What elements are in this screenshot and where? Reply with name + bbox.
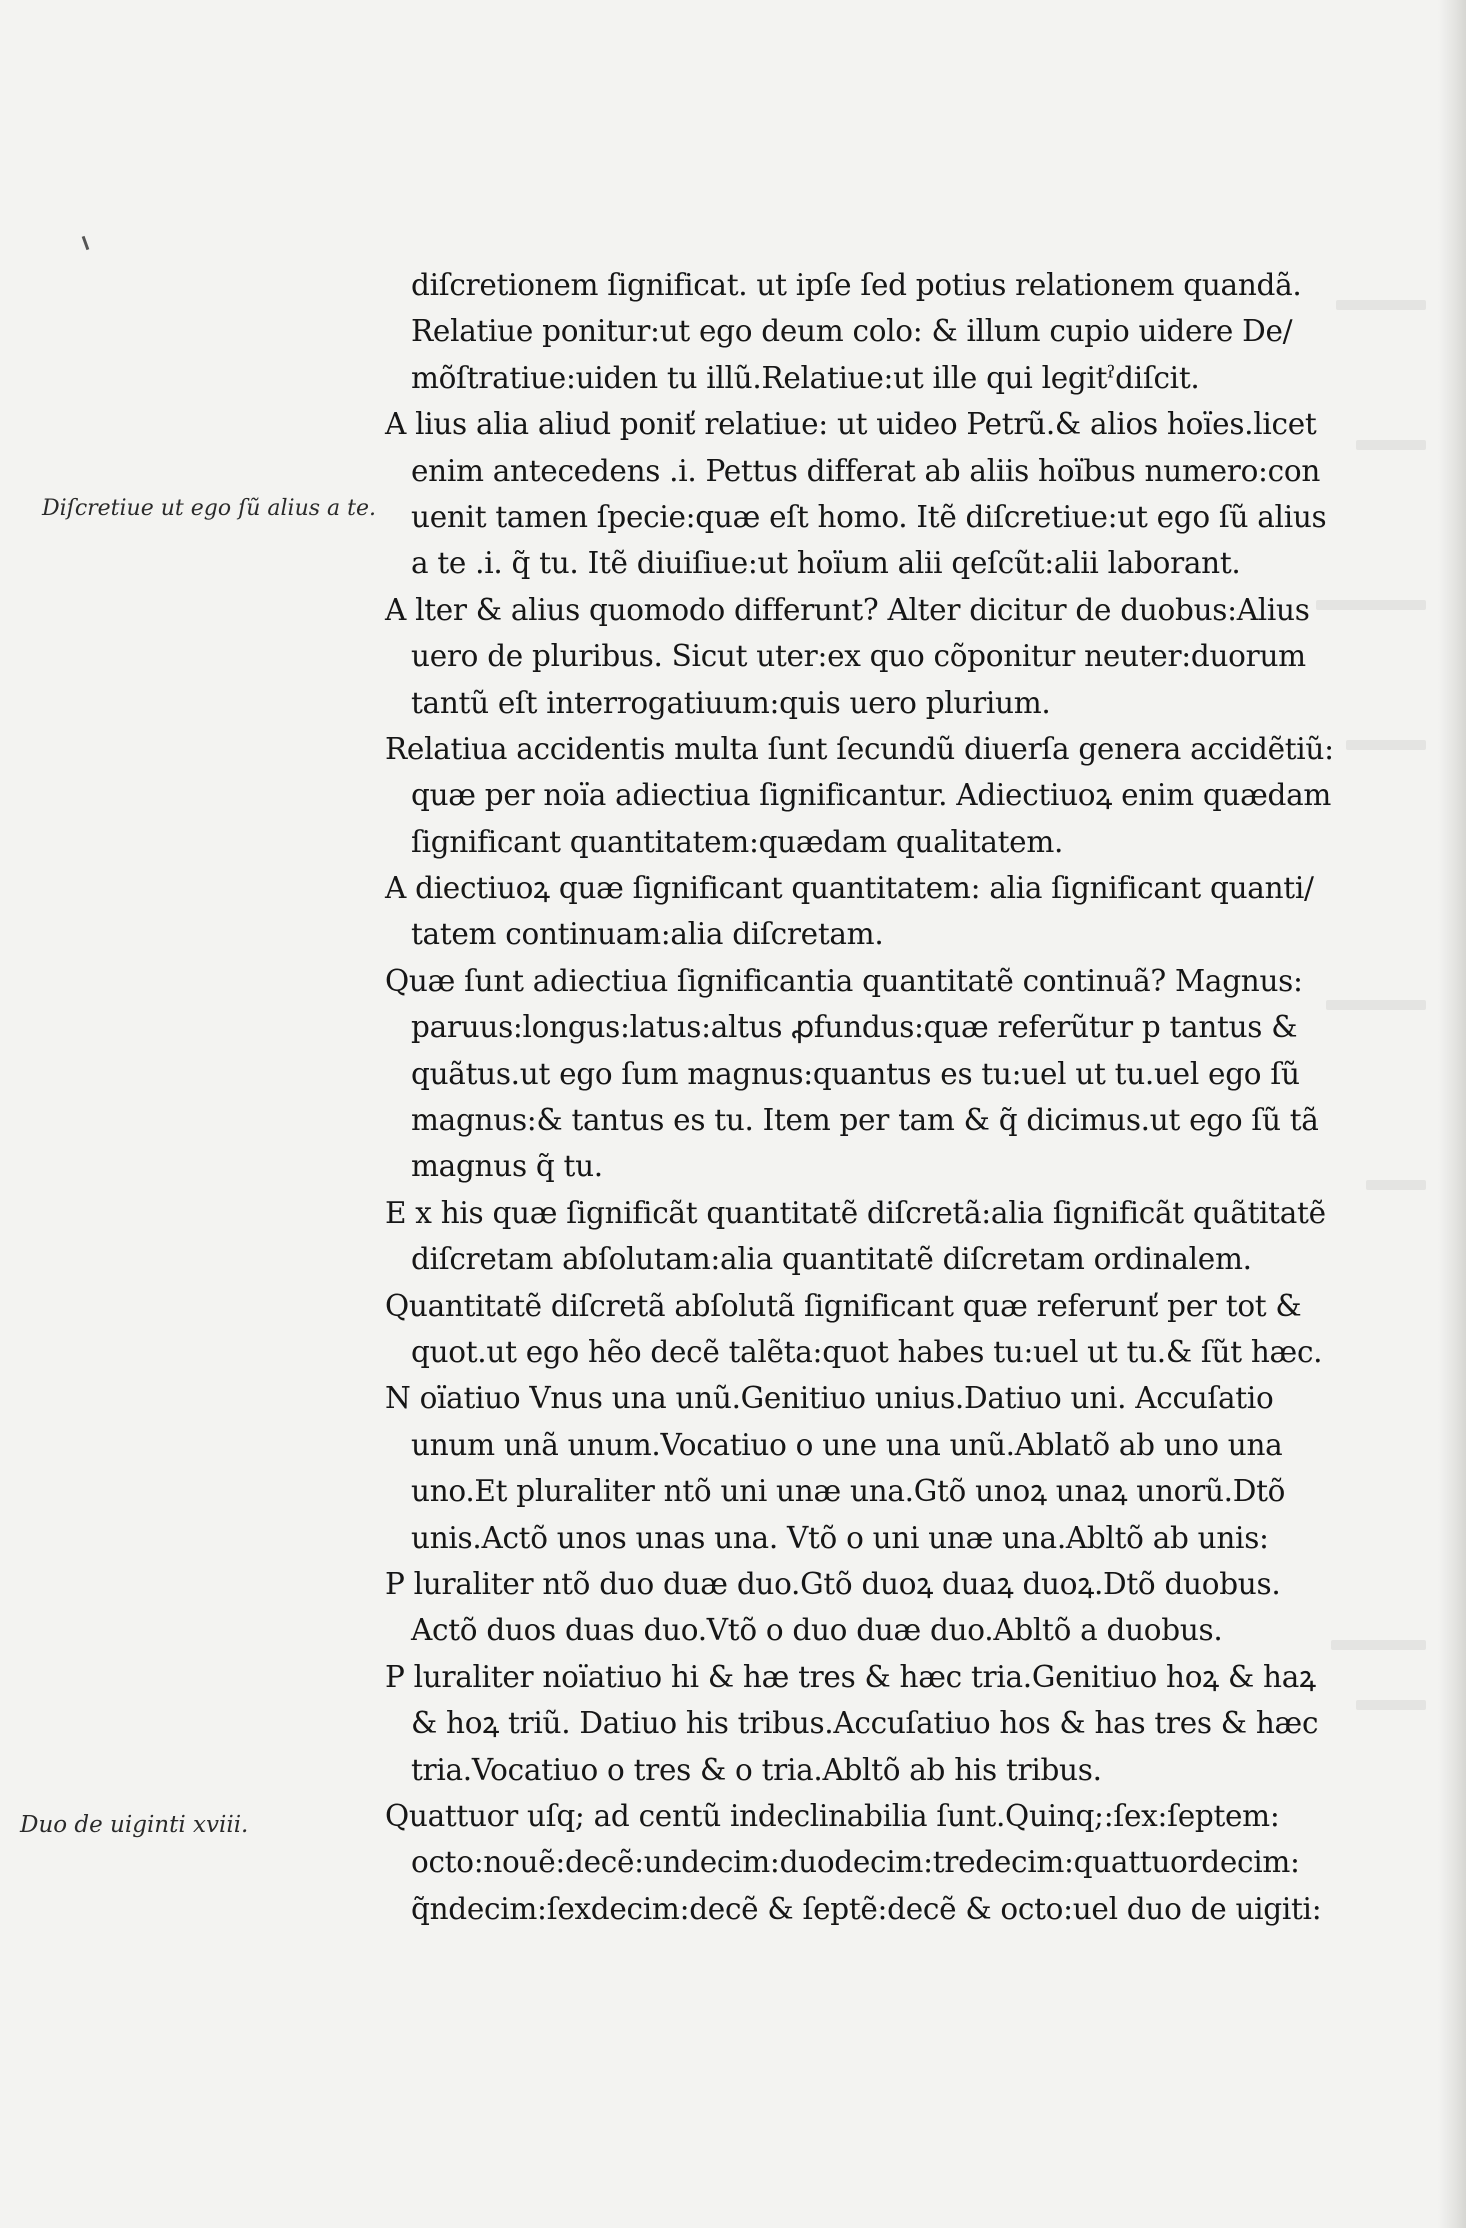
text-line: Quattuor uſq; ad centũ indeclinabilia ſunt.Quinq;:ſex:ſeptem:	[385, 1798, 1280, 1833]
text-line: Actõ duos duas duo.Vtõ o duo duæ duo.Abltõ a duobus.	[411, 1613, 1223, 1648]
text-line: quãtus.ut ego ſum magnus:quantus es tu:uel ut tu.uel ego ſũ	[411, 1056, 1300, 1091]
text-line: diſcretionem ſignificat. ut ipſe ſed potius relationem quandã.	[411, 268, 1302, 302]
text-line: q̃ndecim:ſexdecim:decẽ & ſeptẽ:decẽ & octo:uel duo de uigiti:	[411, 1891, 1322, 1926]
text-line: tria.Vocatiuo o tres & o tria.Abltõ ab his tribus.	[411, 1752, 1102, 1787]
text-line: Quantitatẽ diſcretã abſolutã ſignificant quæ referunť per tot &	[385, 1288, 1302, 1323]
text-line: A lius alia aliud poniť relatiue: ut uideo Petrũ.& alios hoïes.licet	[385, 407, 1317, 442]
text-line: N oïatiuo Vnus una unũ.Genitiuo unius.Datiuo uni. Accuſatio	[385, 1381, 1274, 1416]
text-line: tatem continuam:alia diſcretam.	[411, 917, 884, 952]
text-line: P luraliter ntõ duo duæ duo.Gtõ duoꝝ duaꝝ duoꝝ.Dtõ duobus.	[385, 1566, 1281, 1601]
text-line: A diectiuoꝝ quæ ſignificant quantitatem: alia ſignificant quanti/	[385, 871, 1314, 906]
margin-note-discretiue: Diſcretiue ut ego ſũ alius a te.	[42, 496, 376, 521]
text-line: enim antecedens .i. Pettus differat ab aliis hoïbus numero:con	[411, 453, 1321, 488]
page-edge	[1438, 0, 1466, 2228]
text-line: Quæ ſunt adiectiua ſignificantia quantitatẽ continuã? Magnus:	[385, 963, 1303, 998]
stray-mark	[82, 236, 90, 250]
printed-text-block	[385, 262, 1345, 1932]
text-line: diſcretam abſolutam:alia quantitatẽ diſcretam ordinalem.	[411, 1242, 1252, 1277]
text-line: tantũ eſt interrogatiuum:quis uero plurium.	[411, 685, 1051, 720]
text-line: octo:nouẽ:decẽ:undecim:duodecim:tredecim:quattuordecim:	[411, 1845, 1300, 1880]
text-line: unis.Actõ unos unas una. Vtõ o uni unæ una.Abltõ ab unis:	[411, 1520, 1269, 1555]
text-line: Relatiua accidentis multa ſunt ſecundũ diuerſa genera accidẽtiũ:	[385, 731, 1334, 766]
text-line: magnus:& tantus es tu. Item per tam & q̃ dicimus.ut ego ſũ tã	[411, 1103, 1319, 1138]
margin-note-duo-de-uiginti: Duo de uiginti xviii.	[20, 1812, 249, 1838]
text-line: uero de pluribus. Sicut uter:ex quo cõponitur neuter:duorum	[411, 639, 1306, 674]
text-line: A lter & alius quomodo differunt? Alter dicitur de duobus:Alius	[385, 592, 1310, 627]
text-line: Relatiue ponitur:ut ego deum colo: & illum cupio uidere De/	[411, 314, 1293, 349]
text-line: a te .i. q̃ tu. Itẽ diuiſiue:ut hoïum alii qeſcũt:alii laborant.	[411, 546, 1241, 581]
text-line: uenit tamen ſpecie:quæ eſt homo. Itẽ diſcretiue:ut ego ſũ alius	[411, 499, 1327, 534]
text-line: unum unã unum.Vocatiuo o une una unũ.Ablatõ ab uno una	[411, 1427, 1283, 1462]
text-line: & hoꝝ triũ. Datiuo his tribus.Accuſatiuo hos & has tres & hæc	[411, 1706, 1319, 1741]
text-line: E x his quæ ſignificãt quantitatẽ diſcretã:alia ſignificãt quãtitatẽ	[385, 1195, 1326, 1230]
text-line: P luraliter noïatiuo hi & hæ tres & hæc tria.Genitiuo hoꝝ & haꝝ	[385, 1659, 1316, 1694]
text-line: mõſtratiue:uiden tu illũ.Relatiue:ut ille qui legitˀdiſcit.	[411, 360, 1200, 395]
text-line: uno.Et pluraliter ntõ uni unæ una.Gtõ unoꝝ unaꝝ unorũ.Dtõ	[411, 1474, 1286, 1509]
text-line: quot.ut ego hẽo decẽ talẽta:quot habes tu:uel ut tu.& ſũt hæc.	[411, 1334, 1323, 1369]
text-line: quæ per noïa adiectiua ſignificantur. Adiectiuoꝝ enim quædam	[411, 778, 1332, 813]
text-line: ſignificant quantitatem:quædam qualitatem.	[411, 824, 1064, 859]
text-line: magnus q̃ tu.	[411, 1149, 603, 1184]
text-line: paruus:longus:latus:altus ꝓfundus:quæ referũtur p tantus &	[411, 1010, 1298, 1045]
